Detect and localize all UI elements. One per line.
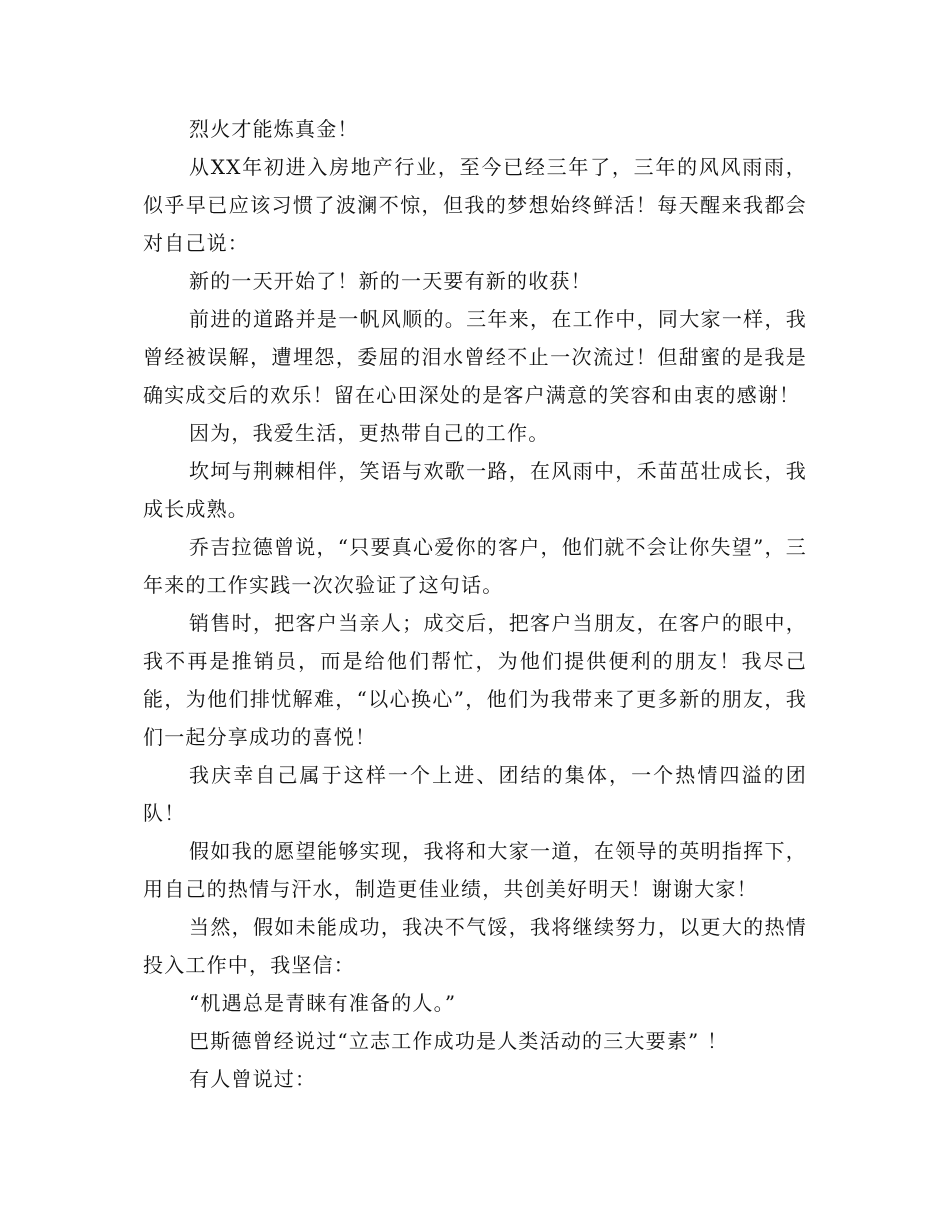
paragraph-6: 坎坷与荆棘相伴，笑语与欢歌一路，在风雨中，禾苗茁壮成长，我成长成熟。 [143,459,807,521]
paragraph-13: 巴斯德曾经说过“立志工作成功是人类活动的三大要素” ！ [189,1029,729,1053]
paragraph-7: 乔吉拉德曾说，“只要真心爱你的客户，他们就不会让你失望”，三年来的工作实践一次次验证了这句话。 [143,535,807,597]
paragraph-3: 新的一天开始了！新的一天要有新的收获！ [189,269,592,293]
paragraph-4: 前进的道路并是一帆风顺的。三年来，在工作中，同大家一样，我曾经被误解，遭埋怨，委屈的泪水曾经不止一次流过！但甜蜜的是我是确实成交后的欢乐！留在心田深处的是客户满意的笑容和由衷的感谢！ [143,307,807,407]
paragraph-1: 烈火才能炼真金！ [189,117,359,141]
paragraph-8: 销售时，把客户当亲人；成交后，把客户当朋友，在客户的眼中，我不再是推销员，而是给他们帮忙，为他们提供便利的朋友！我尽己能，为他们排忧解难，“以心换心”，他们为我带来了更多新的朋友，我们一起分享成功的喜悦！ [143,611,807,749]
document-body [143,110,807,1098]
paragraph-12: “机遇总是青睐有准备的人。” [189,991,457,1015]
paragraph-9: 我庆幸自己属于这样一个上进、团结的集体，一个热情四溢的团队！ [143,763,807,825]
paragraph-10: 假如我的愿望能够实现，我将和大家一道，在领导的英明指挥下，用自己的热情与汗水，制造更佳业绩，共创美好明天！谢谢大家！ [143,839,807,901]
paragraph-14: 有人曾说过： [189,1067,317,1091]
paragraph-2: 从XX年初进入房地产行业，至今已经三年了，三年的风风雨雨，似乎早已应该习惯了波澜不惊，但我的梦想始终鲜活！每天醒来我都会对自己说： [143,155,807,255]
paragraph-11: 当然，假如未能成功，我决不气馁，我将继续努力，以更大的热情投入工作中，我坚信： [143,915,807,977]
paragraph-5: 因为，我爱生活，更热带自己的工作。 [189,421,550,445]
